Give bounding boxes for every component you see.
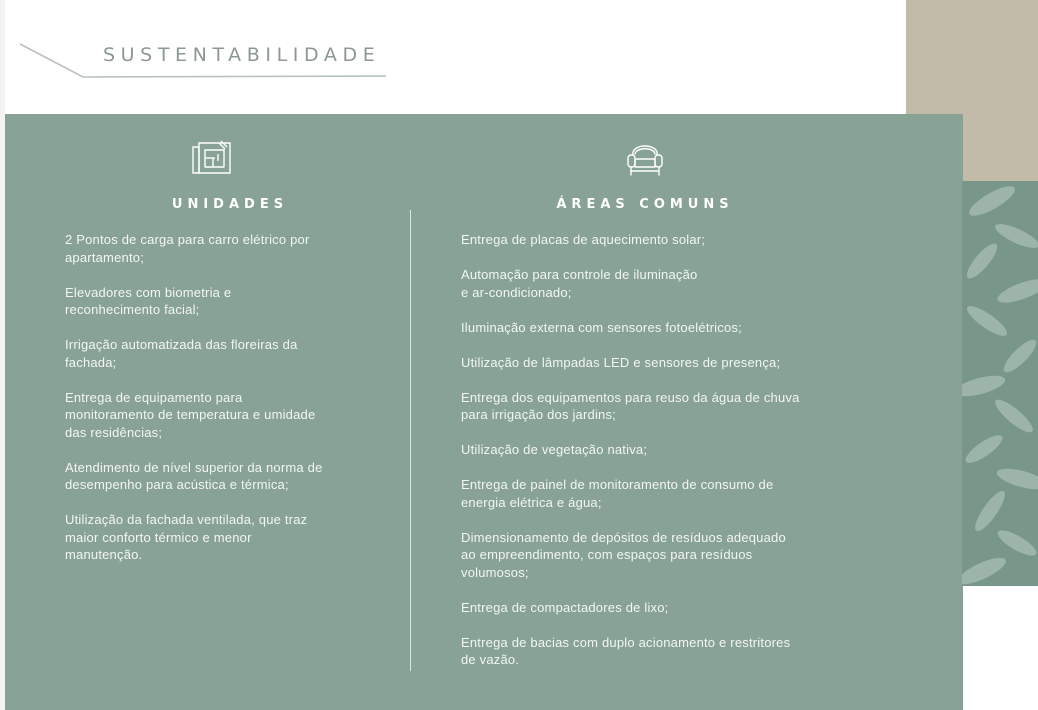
blueprint-icon	[191, 138, 233, 178]
content-panel	[5, 114, 963, 710]
unidades-heading: UNIDADES	[171, 197, 289, 212]
areas-comuns-heading: ÁREAS COMUNS	[556, 197, 734, 212]
list-item: Iluminação externa com sensores fotoelétricos;	[461, 319, 742, 335]
column-divider	[410, 210, 411, 671]
page-title: SUSTENTABILIDADE	[103, 44, 381, 66]
list-item: Atendimento de nível superior da norma de desempenho para acústica e térmica;	[65, 459, 323, 492]
leaf-photo	[962, 181, 1038, 586]
armchair-icon	[625, 137, 665, 179]
list-item: Utilização de lâmpadas LED e sensores de presença;	[461, 354, 781, 370]
page-header	[5, 0, 906, 114]
list-item: Entrega de equipamento para monitoramento de temperatura e umidade das residências;	[65, 389, 316, 440]
list-item: 2 Pontos de carga para carro elétrico por apartamento;	[65, 232, 310, 265]
list-item: Utilização de vegetação nativa;	[461, 442, 648, 457]
list-item: Entrega de bacias com duplo acionamento e restritores de vazão.	[461, 634, 791, 667]
list-item: Entrega de placas de aquecimento solar;	[461, 232, 706, 247]
list-item: Irrigação automatizada das floreiras da fachada;	[65, 337, 298, 370]
unidades-list	[65, 231, 395, 581]
areas-comuns-list	[461, 231, 881, 686]
list-item: Automação para controle de iluminação e ar-condicionado;	[461, 267, 698, 300]
list-item: Utilização da fachada ventilada, que traz maior conforto térmico e menor manutenção.	[65, 512, 308, 562]
list-item: Dimensionamento de depósitos de resíduos adequado ao empreendimento, com espaços para resíduos volumosos;	[461, 529, 786, 580]
list-item: Entrega dos equipamentos para reuso da água de chuva para irrigação dos jardins;	[461, 389, 800, 422]
list-item: Elevadores com biometria e reconhecimento facial;	[65, 284, 232, 317]
list-item: Entrega de painel de monitoramento de consumo de energia elétrica e água;	[461, 477, 774, 510]
leaf-pattern	[962, 181, 1038, 586]
list-item: Entrega de compactadores de lixo;	[461, 599, 669, 615]
